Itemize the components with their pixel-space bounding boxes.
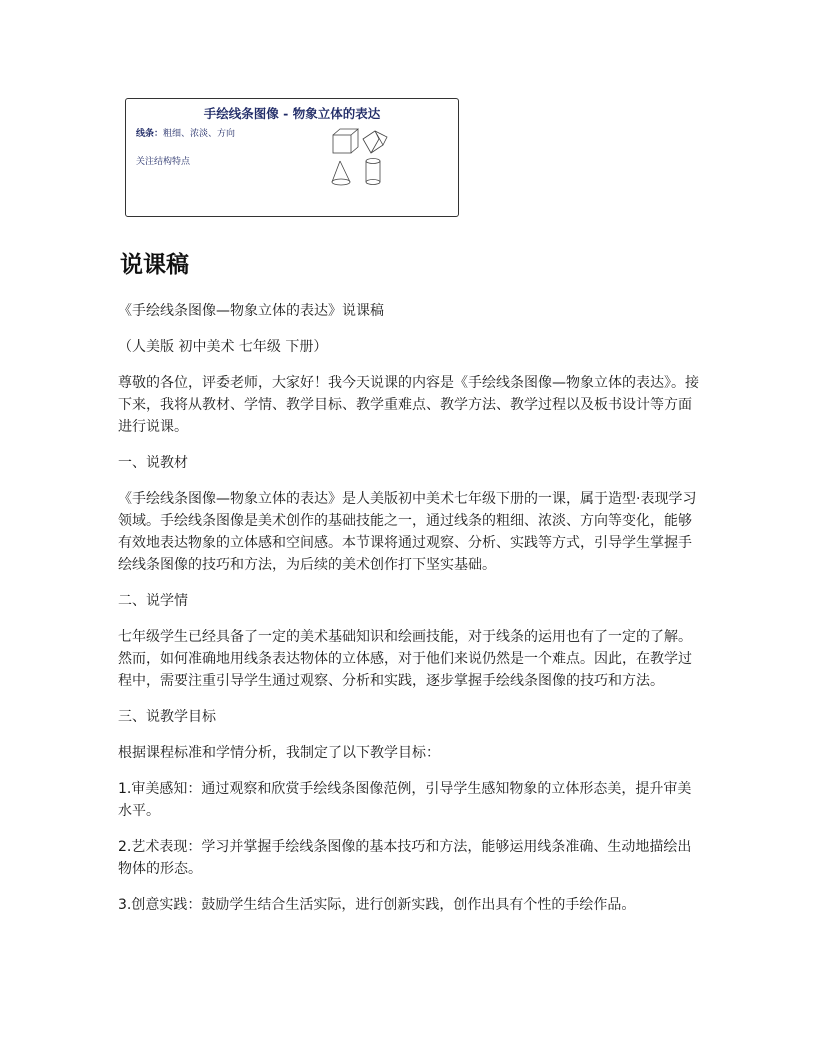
section-heading-textbook: 一、说教材 xyxy=(118,455,188,471)
slide-thumbnail xyxy=(125,98,459,217)
cube-icon xyxy=(333,129,358,153)
doc-title-line: 《手绘线条图像—物象立体的表达》说课稿 xyxy=(118,303,384,319)
page-title: 说课稿 xyxy=(120,252,189,278)
slide-title: 手绘线条图像 - 物象立体的表达 xyxy=(203,106,381,121)
students-paragraph: 七年级学生已经具备了一定的美术基础知识和绘画技能，对于线条的运用也有了一定的了解。然而，如何准确地用线条表达物体的立体感，对于他们来说仍然是一个难点。因此，在教学过程中，需要注重引导学生通过观察、分析和实践，逐步掌握手绘线条图像的技巧和方法。 xyxy=(118,629,692,689)
goal-item: 1.审美感知：通过观察和欣赏手绘线条图像范例，引导学生感知物象的立体形态美，提升审美水平。 xyxy=(118,781,692,819)
section-heading-goals: 三、说教学目标 xyxy=(118,709,216,725)
goals-intro: 根据课程标准和学情分析，我制定了以下教学目标： xyxy=(118,745,440,761)
slide-line-lines xyxy=(136,126,235,139)
cylinder-icon xyxy=(366,159,380,185)
goal-item: 3.创意实践：鼓励学生结合生活实际，进行创新实践，创作出具有个性的手绘作品。 xyxy=(118,897,636,913)
textbook-paragraph: 《手绘线条图像—物象立体的表达》是人美版初中美术七年级下册的一课，属于造型·表现学习领域。手绘线条图像是美术创作的基础技能之一，通过线条的粗细、浓淡、方向等变化，能够有效地表达物象的立体感和空间感。本节课将通过观察、分析、实践等方式，引导学生掌握手绘线条图像的技巧和方法，为后续的美术创作打下坚实基础。 xyxy=(118,491,697,573)
slide-line-label: 线条： xyxy=(136,129,164,139)
document-body xyxy=(118,300,700,930)
goal-item: 2.艺术表现：学习并掌握手绘线条图像的基本技巧和方法，能够运用线条准确、生动地描绘出物体的形态。 xyxy=(118,839,692,877)
cone-icon xyxy=(332,161,350,185)
geometric-shapes xyxy=(331,127,401,189)
edition-line: （人美版 初中美术 七年级 下册） xyxy=(118,339,328,355)
slide-line-text: 粗细、浓淡、方向 xyxy=(163,129,236,139)
intro-paragraph: 尊敬的各位，评委老师，大家好！我今天说课的内容是《手绘线条图像—物象立体的表达》。接下来，我将从教材、学情、教学目标、教学重难点、教学方法、教学过程以及板书设计等方面进行说课。 xyxy=(118,375,699,435)
section-heading-students: 二、说学情 xyxy=(118,593,188,609)
triangular-prism-icon xyxy=(363,131,387,153)
slide-line-structure: 关注结构特点 xyxy=(136,157,191,167)
